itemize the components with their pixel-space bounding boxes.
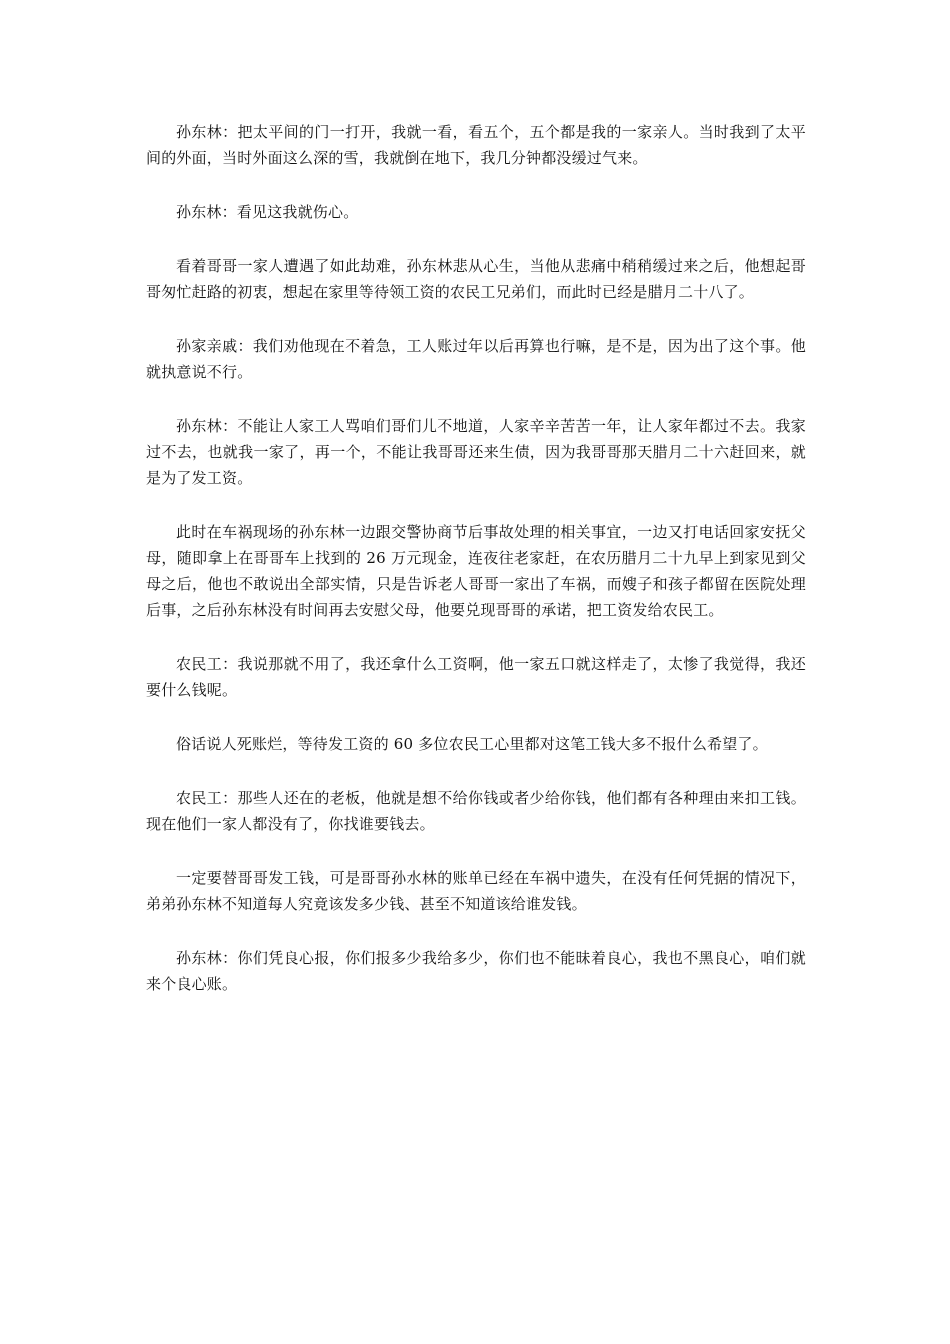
paragraph: 孙东林：你们凭良心报，你们报多少我给多少，你们也不能昧着良心，我也不黑良心，咱们就来个良心账。 — [146, 949, 806, 993]
document-page — [146, 119, 806, 1025]
paragraph: 一定要替哥哥发工钱，可是哥哥孙水林的账单已经在车祸中遗失，在没有任何凭据的情况下，弟弟孙东林不知道每人究竟该发多少钱、甚至不知道该给谁发钱。 — [146, 869, 806, 913]
paragraph: 孙东林：看见这我就伤心。 — [176, 203, 359, 221]
paragraph: 此时在车祸现场的孙东林一边跟交警协商节后事故处理的相关事宜，一边又打电话回家安抚父母，随即拿上在哥哥车上找到的 26 万元现金，连夜往老家赶，在农历腊月二十九早上到家见到父母之后，他也不敢说出全部实情，只是告诉老人哥哥一家出了车祸，而嫂子和孩子都留在医院处理后事，之后孙东林没有时间再去安慰父母，他要兑现哥哥的承诺，把工资发给农民工。 — [146, 523, 806, 619]
paragraph: 孙家亲戚：我们劝他现在不着急，工人账过年以后再算也行嘛，是不是，因为出了这个事。他就执意说不行。 — [146, 337, 806, 381]
paragraph: 农民工：我说那就不用了，我还拿什么工资啊，他一家五口就这样走了，太惨了我觉得，我还要什么钱呢。 — [146, 655, 806, 699]
paragraph: 俗话说人死账烂，等待发工资的 60 多位农民工心里都对这笔工钱大多不报什么希望了。 — [176, 735, 768, 753]
paragraph: 孙东林：不能让人家工人骂咱们哥们儿不地道，人家辛辛苦苦一年，让人家年都过不去。我家过不去，也就我一家了，再一个，不能让我哥哥还来生债，因为我哥哥那天腊月二十六赶回来，就是为了发工资。 — [146, 417, 806, 487]
paragraph: 看着哥哥一家人遭遇了如此劫难，孙东林悲从心生，当他从悲痛中稍稍缓过来之后，他想起哥哥匆忙赶路的初衷，想起在家里等待领工资的农民工兄弟们，而此时已经是腊月二十八了。 — [146, 257, 806, 301]
paragraph: 农民工：那些人还在的老板，他就是想不给你钱或者少给你钱，他们都有各种理由来扣工钱。现在他们一家人都没有了，你找谁要钱去。 — [146, 789, 806, 833]
paragraph: 孙东林：把太平间的门一打开，我就一看，看五个，五个都是我的一家亲人。当时我到了太平间的外面，当时外面这么深的雪，我就倒在地下，我几分钟都没缓过气来。 — [146, 123, 806, 167]
